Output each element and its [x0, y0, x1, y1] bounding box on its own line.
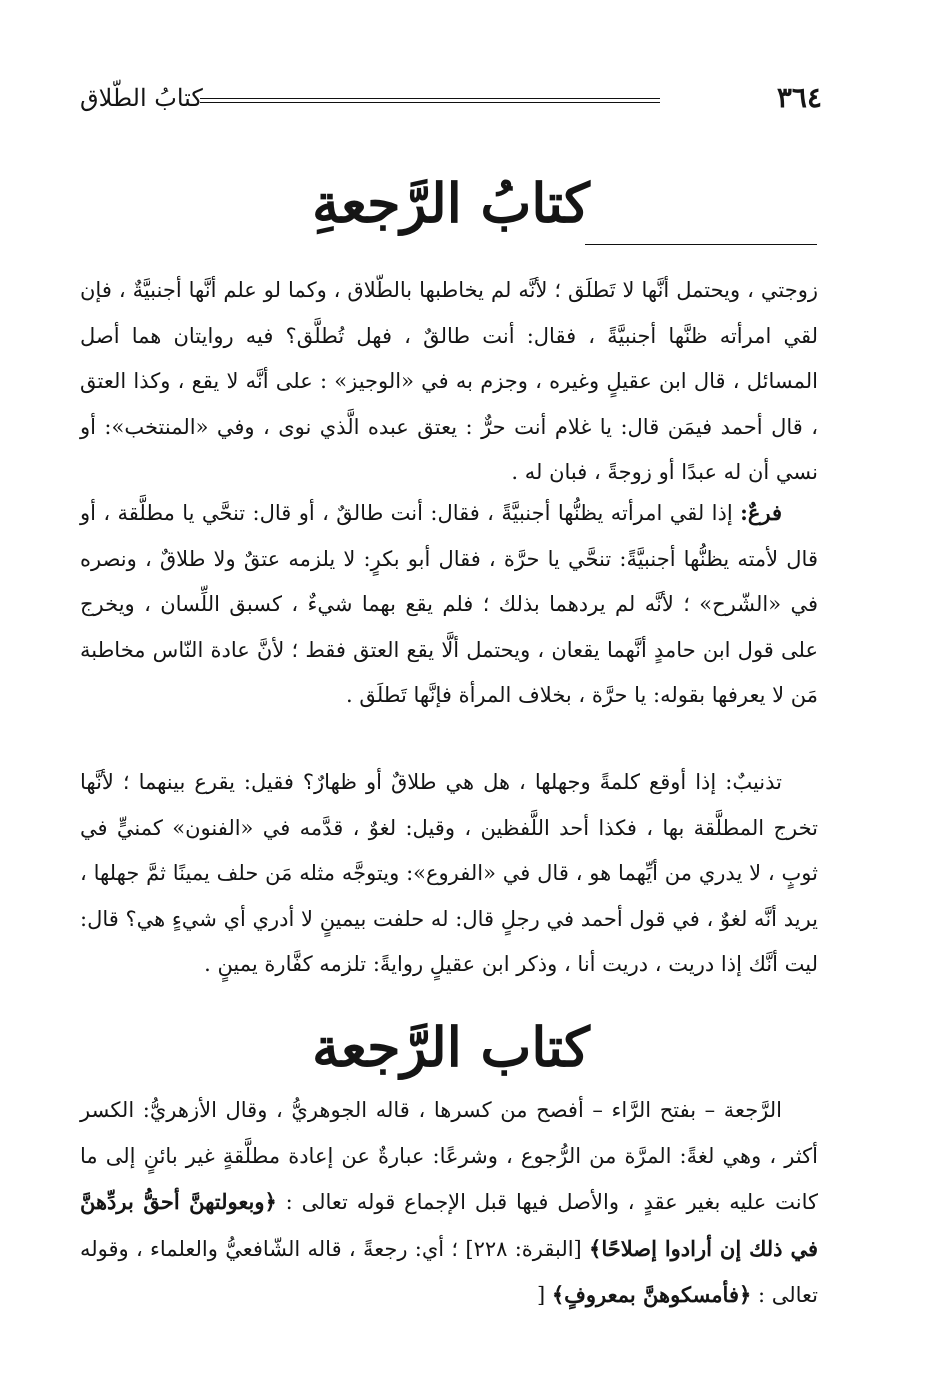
- title-underline-rule: [585, 244, 817, 245]
- running-book-title: كتابُ الطّلاق: [80, 84, 203, 112]
- definition-text-a: الرَّجعة – بفتح الرَّاء – أفصح من كسرها ، قاله الجوهريُّ ، وقال الأزهريُّ: الكسر أكثر ، وهي لغةً: المرَّة من الرُّجوع ، وشرعًا: عبارةٌ عن إعادة مطلَّقةٍ غير بائنٍ إلى ما كانت عليه بغير عقدٍ ، والأصل فيها قبل الإجماع قوله تعالى :: [80, 1098, 819, 1214]
- definition-text-b: [البقرة: ٢٢٨] ؛ أي: رجعةً ، قاله الشّافعيُّ والعلماء ، وقوله تعالى :: [80, 1236, 818, 1307]
- paragraph-rajah-definition: [80, 1088, 818, 1319]
- paragraph-continuation: زوجتي ، ويحتمل أنَّها لا تَطلَق ؛ لأنَّه لم يخاطبها بالطّلاق ، وكما لو علم أنَّها أجنبيَّةٌ ، فإن لقي امرأته ظنَّها أجنبيَّةً ، فقال: أنت طالقٌ ، فهل تُطلَّق؟ فيه روايتان هما أصل المسائل ، قال ابن عقيلٍ وغيره ، وجزم به في «الوجيز» : على أنَّه لا يقع ، وكذا العتق ، قال أحمد فيمَن قال: يا غلام أنت حرٌّ : يعتق عبده الَّذي نوى ، وفي «المنتخب»: أو نسي أن له عبدًا أو زوجةً ، فبان له .: [80, 278, 818, 484]
- chapter-title: كتاب الرَّجعة: [312, 1015, 590, 1079]
- quran-verse-amsikuhunna: ﴿فأمسكوهنَّ بمعروفٍ﴾: [551, 1282, 752, 1307]
- chapter-title-decorative: كتابُ الرَّجعةِ: [312, 171, 590, 235]
- running-header: [80, 78, 822, 118]
- paragraph-tadhnib: تذنيبٌ: إذا أوقع كلمةً وجهلها ، هل هي طلاقٌ أو ظهارٌ؟ فقيل: يقرع بينهما ؛ لأنَّها تخرج المطلَّقة بها ، فكذا أحد اللَّفظين ، وقيل: لغوٌ ، قدَّمه في «الفنون» كمنيٍّ في ثوبٍ ، لا يدري من أيِّهما هو ، قال في «الفروع»: ويتوجَّه مثله مَن حلف يمينًا ثمَّ جهلها ، يريد أنَّه لغوٌ ، في قول أحمد في رجلٍ قال: له حلفت بيمينٍ لا أدري أي شيءٍ هي؟ قال: ليت أنَّك إذا دريت ، دريت أنا ، وذكر ابن عقيلٍ روايةً: تلزمه كفَّارة يمينٍ .: [80, 770, 818, 976]
- far-body: إذا لقي امرأته يظنُّها أجنبيَّةً ، فقال: أنت طالقٌ ، أو قال: تنحَّي يا مطلَّقة ، أو قال لأمته يظنُّها أجنبيَّةً: تنحَّي يا حرَّة ، فقال أبو بكرٍ: لا يلزمه عتقٌ ولا طلاقٌ ، ونصره في «الشّرح» ؛ لأنَّه لم يردهما بذلك ؛ فلم يقع بهما شيءٌ ، كسبق اللِّسان ، ويخرج على قول ابن حامدٍ أنَّهما يقعان ، ويحتمل ألَّا يقع العتق فقط ؛ لأنَّ عادة النّاس مخاطبة مَن لا يعرفها بقوله: يا حرَّة ، بخلاف المرأة فإنَّها تَطلَق .: [80, 501, 818, 707]
- page-number: ٣٦٤: [776, 81, 822, 114]
- paragraph-far: [80, 490, 818, 719]
- definition-text-c: [: [536, 1283, 552, 1307]
- header-double-rule: [200, 98, 660, 103]
- far-heading: فرعٌ:: [740, 500, 782, 525]
- quran-verse-baqarah: ﴿وبعولتهنَّ أحقُّ بردِّهنَّ في ذلك إن أرادوا إصلاحًا﴾: [80, 1189, 818, 1261]
